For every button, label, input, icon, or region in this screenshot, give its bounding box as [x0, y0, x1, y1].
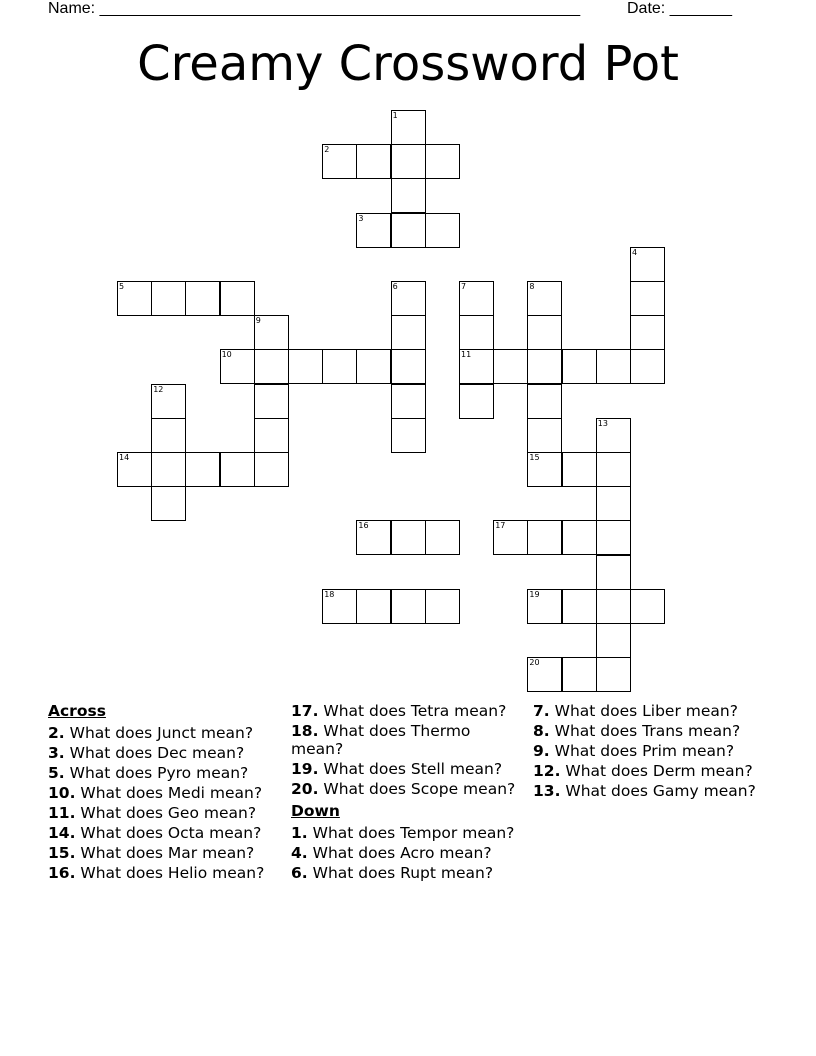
clue-item [533, 702, 765, 720]
grid-cell[interactable] [220, 281, 255, 316]
grid-cell[interactable] [596, 657, 631, 692]
grid-cell[interactable] [117, 452, 152, 487]
across-heading: Across [48, 702, 106, 720]
clues-column-1 [48, 702, 280, 884]
grid-cell[interactable] [356, 144, 391, 179]
grid-cell[interactable] [254, 349, 289, 384]
clue-item-number: 4. [291, 844, 308, 862]
clue-number: 4 [632, 247, 638, 257]
clue-number: 3 [358, 213, 364, 223]
clues-column-3 [533, 702, 765, 802]
clue-item-number: 5. [48, 764, 65, 782]
grid-cell[interactable] [596, 452, 631, 487]
clue-item-number: 11. [48, 804, 76, 822]
clue-item [533, 722, 765, 740]
grid-cell[interactable] [630, 315, 665, 350]
grid-cell[interactable] [493, 520, 528, 555]
grid-cell[interactable] [630, 281, 665, 316]
grid-cell[interactable] [322, 589, 357, 624]
grid-cell[interactable] [220, 452, 255, 487]
clue-number: 13 [597, 418, 608, 428]
clue-item-text: What does Tetra mean? [318, 702, 507, 720]
grid-cell[interactable] [527, 657, 562, 692]
grid-cell[interactable] [288, 349, 323, 384]
clue-item-text: What does Prim mean? [549, 742, 735, 760]
clue-item [48, 864, 280, 882]
clue-item-number: 15. [48, 844, 76, 862]
clue-item [48, 744, 280, 762]
grid-cell[interactable] [356, 213, 391, 248]
puzzle-title: Creamy Crossword Pot [137, 36, 679, 92]
clue-item [533, 762, 765, 780]
grid-cell[interactable] [459, 315, 494, 350]
clue-item-text: What does Helio mean? [75, 864, 265, 882]
grid-cell[interactable] [117, 281, 152, 316]
grid-cell[interactable] [391, 315, 426, 350]
grid-cell[interactable] [391, 384, 426, 419]
grid-cell[interactable] [185, 452, 220, 487]
clue-item-text: What does Scope mean? [318, 780, 516, 798]
grid-cell[interactable] [391, 520, 426, 555]
clue-item-text: What does Trans mean? [549, 722, 741, 740]
grid-cell[interactable] [596, 555, 631, 590]
clue-number: 1 [392, 111, 398, 120]
across-clue-list [48, 724, 280, 882]
grid-cell[interactable] [562, 452, 597, 487]
clue-item-number: 19. [291, 760, 319, 778]
clue-item [48, 824, 280, 842]
grid-cell[interactable] [185, 281, 220, 316]
clue-item-text: What does Pyro mean? [64, 764, 249, 782]
clue-item [533, 742, 765, 760]
clue-number: 18 [324, 589, 335, 599]
grid-cell[interactable] [220, 349, 255, 384]
clue-number: 14 [119, 453, 130, 462]
grid-cell[interactable] [596, 520, 631, 555]
grid-cell[interactable] [391, 349, 426, 384]
grid-cell[interactable] [527, 315, 562, 350]
grid-cell[interactable] [562, 657, 597, 692]
clue-item-text: What does Junct mean? [64, 724, 254, 742]
clue-number: 19 [529, 589, 540, 599]
grid-cell[interactable] [459, 281, 494, 316]
grid-cell[interactable] [151, 384, 186, 419]
grid-cell[interactable] [425, 520, 460, 555]
clue-item-number: 6. [291, 864, 308, 882]
grid-cell[interactable] [151, 486, 186, 521]
clue-item [48, 724, 280, 742]
grid-cell[interactable] [596, 623, 631, 658]
grid-cell[interactable] [527, 281, 562, 316]
clue-item [291, 780, 523, 798]
grid-cell[interactable] [356, 349, 391, 384]
grid-cell[interactable] [493, 349, 528, 384]
grid-cell[interactable] [630, 589, 665, 624]
clue-item-number: 9. [533, 742, 550, 760]
grid-cell[interactable] [630, 247, 665, 282]
clue-item-number: 18. [291, 722, 319, 740]
grid-cell[interactable] [151, 281, 186, 316]
clue-item-number: 3. [48, 744, 65, 762]
clue-item-text: What does Acro mean? [307, 844, 492, 862]
clue-item-number: 12. [533, 762, 561, 780]
grid-cell[interactable] [254, 452, 289, 487]
grid-cell[interactable] [391, 178, 426, 213]
clue-number: 9 [255, 316, 261, 326]
clue-number: 17 [495, 521, 506, 531]
grid-cell[interactable] [596, 349, 631, 384]
clue-item-number: 1. [291, 824, 308, 842]
clue-item [291, 844, 523, 862]
clue-number: 15 [529, 453, 540, 462]
clue-item-text: What does Liber mean? [549, 702, 738, 720]
clue-item-number: 2. [48, 724, 65, 742]
grid-cell[interactable] [527, 349, 562, 384]
clue-number: 7 [461, 282, 467, 291]
grid-cell[interactable] [596, 486, 631, 521]
clue-item-number: 8. [533, 722, 550, 740]
clue-item [48, 804, 280, 822]
clue-number: 11 [461, 350, 472, 360]
grid-cell[interactable] [527, 520, 562, 555]
grid-cell[interactable] [322, 144, 357, 179]
grid-cell[interactable] [254, 418, 289, 453]
down-clue-list [291, 824, 523, 882]
grid-cell[interactable] [562, 349, 597, 384]
clue-item [291, 722, 523, 758]
down-clue-list-continued [533, 702, 765, 800]
grid-cell[interactable] [391, 144, 426, 179]
grid-cell[interactable] [425, 144, 460, 179]
clue-item [48, 784, 280, 802]
grid-cell[interactable] [630, 349, 665, 384]
grid-cell[interactable] [151, 452, 186, 487]
grid-cell[interactable] [596, 418, 631, 453]
grid-cell[interactable] [356, 520, 391, 555]
down-heading: Down [291, 802, 340, 820]
grid-cell[interactable] [391, 589, 426, 624]
grid-cell[interactable] [562, 589, 597, 624]
clue-item-text: What does Gamy mean? [560, 782, 756, 800]
clue-item-text: What does Mar mean? [75, 844, 255, 862]
grid-cell[interactable] [527, 418, 562, 453]
grid-cell[interactable] [596, 589, 631, 624]
clue-item-number: 14. [48, 824, 76, 842]
grid-cell[interactable] [527, 452, 562, 487]
grid-cell[interactable] [391, 110, 426, 145]
grid-cell[interactable] [254, 315, 289, 350]
clues-column-2 [291, 702, 523, 884]
clue-item-number: 16. [48, 864, 76, 882]
clue-item [533, 782, 765, 800]
clue-item-number: 17. [291, 702, 319, 720]
clue-number: 16 [358, 521, 369, 531]
grid-cell[interactable] [322, 349, 357, 384]
grid-cell[interactable] [459, 384, 494, 419]
clue-item-number: 7. [533, 702, 550, 720]
grid-cell[interactable] [527, 384, 562, 419]
grid-cell[interactable] [391, 213, 426, 248]
grid-cell[interactable] [425, 213, 460, 248]
clue-item [291, 760, 523, 778]
clue-number: 6 [392, 282, 398, 291]
clue-item [48, 844, 280, 862]
clue-item-text: What does Medi mean? [75, 784, 263, 802]
grid-cell[interactable] [151, 418, 186, 453]
clue-number: 2 [324, 145, 330, 155]
clue-item-text: What does Derm mean? [560, 762, 753, 780]
clue-item [291, 864, 523, 882]
grid-cell[interactable] [254, 384, 289, 419]
clue-item-text: What does Octa mean? [75, 824, 262, 842]
clue-number: 8 [529, 282, 535, 291]
clue-item-text: What does Geo mean? [75, 804, 257, 822]
clue-item-text: What does Dec mean? [64, 744, 245, 762]
clue-number: 5 [119, 282, 125, 291]
clue-item-text: What does Stell mean? [318, 760, 503, 778]
grid-cell[interactable] [527, 589, 562, 624]
clue-item [48, 764, 280, 782]
clue-item-number: 10. [48, 784, 76, 802]
clue-item-number: 20. [291, 780, 319, 798]
grid-cell[interactable] [562, 520, 597, 555]
clue-item [291, 824, 523, 842]
across-clue-list-continued [291, 702, 523, 798]
grid-cell[interactable] [391, 281, 426, 316]
clue-number: 10 [221, 350, 232, 360]
clue-item-text: What does Rupt mean? [307, 864, 494, 882]
clue-item-text: What does Tempor mean? [307, 824, 515, 842]
name-field[interactable]: Name: ______________________________________________________ [48, 0, 581, 17]
clue-number: 12 [153, 384, 164, 394]
clue-item-number: 13. [533, 782, 561, 800]
clue-item-text: What does Thermo mean? [291, 722, 471, 758]
clue-number: 20 [529, 658, 540, 668]
grid-cell[interactable] [425, 589, 460, 624]
date-field[interactable]: Date: _______ [627, 0, 732, 17]
grid-cell[interactable] [356, 589, 391, 624]
clue-item [291, 702, 523, 720]
grid-cell[interactable] [459, 349, 494, 384]
grid-cell[interactable] [391, 418, 426, 453]
